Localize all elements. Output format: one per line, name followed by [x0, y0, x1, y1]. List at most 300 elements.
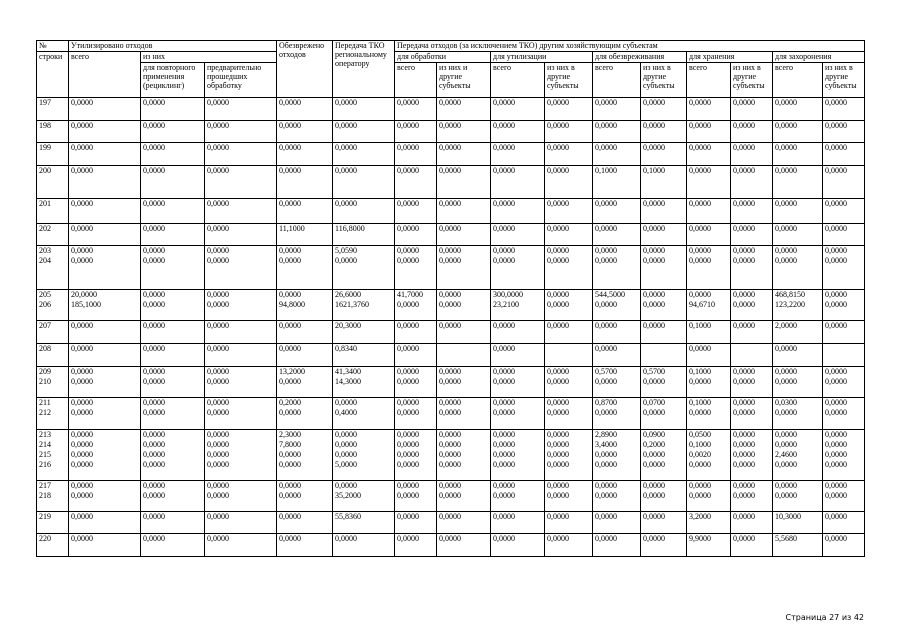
- table-cell: 0,0000: [69, 481, 141, 491]
- table-cell: 0,0000: [641, 143, 687, 166]
- table-cell: 0,0000: [823, 512, 865, 534]
- header-utilized-total: всего: [69, 52, 141, 98]
- table-cell: 35,2000: [333, 491, 395, 512]
- table-cell: 0,0000: [641, 377, 687, 398]
- table-cell: 5,0000: [333, 460, 395, 481]
- table-cell: 0,2000: [641, 440, 687, 450]
- table-cell: 0,0000: [731, 98, 773, 121]
- table-cell: 0,0000: [491, 450, 545, 460]
- table-cell: 0,0000: [491, 481, 545, 491]
- table-row: [37, 481, 865, 491]
- table-cell: 0,0000: [491, 398, 545, 408]
- table-cell: 0,0000: [205, 344, 277, 367]
- table-cell: 0,0000: [395, 398, 437, 408]
- table-cell: 0,0000: [545, 440, 593, 450]
- table-cell: 0,0000: [545, 246, 593, 256]
- table-cell: 0,0000: [277, 512, 333, 534]
- table-cell: 3,4000: [593, 440, 641, 450]
- table-cell: 0,0000: [823, 290, 865, 300]
- row-number-cell: 203: [37, 246, 69, 256]
- table-row: [37, 534, 865, 557]
- table-cell: 0,0000: [773, 481, 823, 491]
- table-cell: 0,0000: [395, 98, 437, 121]
- table-cell: 0,5700: [641, 367, 687, 377]
- table-row: [37, 300, 865, 321]
- table-cell: 0,0000: [69, 166, 141, 199]
- header-for-storage: для хранения: [687, 52, 773, 63]
- table-cell: 0,0000: [141, 121, 205, 143]
- table-cell: 0,0000: [545, 398, 593, 408]
- table-cell: 0,0000: [205, 256, 277, 290]
- table-cell: 0,0500: [687, 430, 731, 440]
- table-cell: 0,0000: [395, 166, 437, 199]
- table-cell: 0,0000: [333, 440, 395, 450]
- table-cell: 0,0000: [593, 143, 641, 166]
- header-for-neutralization: для обезвреживания: [593, 52, 687, 63]
- table-cell: 0,0000: [593, 450, 641, 460]
- table-cell: 0,0000: [823, 224, 865, 246]
- table-cell: 0,0000: [731, 440, 773, 450]
- table-cell: 0,0000: [731, 512, 773, 534]
- table-cell: 0,0000: [773, 98, 823, 121]
- table-cell: 0,0000: [687, 199, 731, 224]
- table-cell: 0,0000: [437, 481, 491, 491]
- table-row: [37, 408, 865, 430]
- waste-report-table: [36, 40, 865, 557]
- table-cell: 2,4600: [773, 450, 823, 460]
- table-row: [37, 398, 865, 408]
- table-cell: 0,0000: [823, 300, 865, 321]
- table-cell: 0,0000: [437, 398, 491, 408]
- table-cell: 0,0000: [437, 290, 491, 300]
- table-cell: 0,8340: [333, 344, 395, 367]
- table-cell: 0,0000: [491, 246, 545, 256]
- table-cell: 0,0000: [437, 143, 491, 166]
- table-cell: 0,0000: [641, 534, 687, 557]
- table-cell: 0,0000: [205, 121, 277, 143]
- table-cell: 0,0000: [491, 367, 545, 377]
- table-cell: 0,0000: [69, 98, 141, 121]
- table-cell: 0,0000: [141, 290, 205, 300]
- table-cell: 0,0000: [823, 430, 865, 440]
- table-cell: 0,0000: [141, 321, 205, 344]
- table-cell: 0,0000: [141, 408, 205, 430]
- row-number-cell: 219: [37, 512, 69, 534]
- row-number-cell: 215: [37, 450, 69, 460]
- table-cell: 0,0000: [395, 534, 437, 557]
- row-number-cell: 218: [37, 491, 69, 512]
- table-cell: 0,0000: [205, 321, 277, 344]
- table-cell: 0,0000: [773, 246, 823, 256]
- table-cell: 0,0000: [773, 224, 823, 246]
- table-cell: 0,0000: [69, 199, 141, 224]
- table-cell: 0,0000: [491, 256, 545, 290]
- table-cell: 0,0000: [641, 300, 687, 321]
- header-burial-of-them: из них в другие субъекты: [823, 63, 865, 98]
- table-cell: [545, 344, 593, 367]
- table-cell: 0,0000: [277, 121, 333, 143]
- table-cell: 0,0000: [141, 460, 205, 481]
- table-cell: 0,0000: [395, 512, 437, 534]
- table-cell: 0,8700: [593, 398, 641, 408]
- table-cell: 0,0000: [437, 321, 491, 344]
- table-row: [37, 344, 865, 367]
- table-cell: 0,0000: [277, 246, 333, 256]
- table-cell: 0,0000: [69, 534, 141, 557]
- table-cell: 0,0000: [731, 450, 773, 460]
- table-cell: 0,0700: [641, 398, 687, 408]
- table-cell: 0,0000: [545, 300, 593, 321]
- table-cell: 0,0000: [277, 256, 333, 290]
- table-cell: 0,0000: [141, 377, 205, 398]
- table-cell: 0,0000: [395, 344, 437, 367]
- table-cell: 0,0000: [437, 430, 491, 440]
- table-cell: 0,0000: [437, 460, 491, 481]
- table-cell: 0,0000: [593, 321, 641, 344]
- table-cell: 0,1000: [687, 398, 731, 408]
- table-cell: 0,0000: [491, 460, 545, 481]
- table-cell: 0,0000: [545, 460, 593, 481]
- table-cell: 0,0000: [141, 224, 205, 246]
- row-number-cell: 213: [37, 430, 69, 440]
- table-cell: 468,8150: [773, 290, 823, 300]
- table-row: [37, 450, 865, 460]
- table-cell: 2,0000: [773, 321, 823, 344]
- table-cell: 0,0000: [731, 143, 773, 166]
- table-cell: 0,1000: [687, 440, 731, 450]
- header-no: №: [37, 41, 69, 52]
- table-cell: 0,0000: [491, 143, 545, 166]
- table-cell: 0,0000: [687, 256, 731, 290]
- row-number-cell: 201: [37, 199, 69, 224]
- table-cell: 0,0000: [277, 481, 333, 491]
- table-cell: 0,0000: [545, 512, 593, 534]
- header-utilization-total: всего: [491, 63, 545, 98]
- row-number-cell: 204: [37, 256, 69, 290]
- row-number-cell: 202: [37, 224, 69, 246]
- table-cell: 0,0000: [437, 246, 491, 256]
- table-cell: [437, 344, 491, 367]
- table-cell: 0,0020: [687, 450, 731, 460]
- table-cell: 0,0000: [731, 300, 773, 321]
- row-number-cell: 220: [37, 534, 69, 557]
- table-cell: 0,0000: [545, 481, 593, 491]
- table-cell: 0,0000: [823, 321, 865, 344]
- table-cell: 0,0000: [205, 534, 277, 557]
- table-cell: 0,0000: [277, 377, 333, 398]
- table-cell: 2,8900: [593, 430, 641, 440]
- table-cell: 0,0000: [69, 460, 141, 481]
- table-cell: 0,0000: [593, 246, 641, 256]
- table-cell: 0,0000: [437, 256, 491, 290]
- row-number-cell: 217: [37, 481, 69, 491]
- header-storage-total: всего: [687, 63, 731, 98]
- table-cell: 0,0000: [437, 98, 491, 121]
- table-cell: 0,0000: [687, 121, 731, 143]
- table-cell: 0,0000: [641, 199, 687, 224]
- page-number: Страница 27 из 42: [785, 613, 864, 622]
- table-cell: 41,7000: [395, 290, 437, 300]
- table-cell: 0,0000: [277, 98, 333, 121]
- table-cell: 0,0000: [333, 199, 395, 224]
- table-cell: 0,0000: [141, 491, 205, 512]
- row-number-cell: 198: [37, 121, 69, 143]
- header-neutralization-of-them: из них в другие субъекты: [641, 63, 687, 98]
- table-cell: 0,0000: [205, 460, 277, 481]
- table-cell: 0,0000: [545, 143, 593, 166]
- table-cell: 0,0000: [205, 430, 277, 440]
- header-for-burial: для захоронения: [773, 52, 865, 63]
- table-cell: 0,0000: [731, 321, 773, 344]
- table-cell: 7,8000: [277, 440, 333, 450]
- table-cell: 1621,3760: [333, 300, 395, 321]
- row-number-cell: 207: [37, 321, 69, 344]
- table-cell: 0,0000: [823, 440, 865, 450]
- table-cell: 0,0000: [731, 491, 773, 512]
- table-cell: 0,0000: [641, 408, 687, 430]
- table-cell: 0,0000: [491, 512, 545, 534]
- table-cell: 0,0000: [491, 199, 545, 224]
- table-cell: 0,0000: [545, 450, 593, 460]
- table-cell: 0,0000: [437, 377, 491, 398]
- table-cell: 0,0000: [823, 460, 865, 481]
- table-cell: 0,0000: [69, 377, 141, 398]
- table-cell: 0,0000: [395, 460, 437, 481]
- table-cell: 0,0000: [773, 199, 823, 224]
- table-cell: 0,0000: [205, 440, 277, 450]
- table-cell: 0,0000: [687, 224, 731, 246]
- table-cell: 26,6000: [333, 290, 395, 300]
- table-cell: 0,0000: [395, 256, 437, 290]
- table-cell: 0,0000: [437, 512, 491, 534]
- table-cell: 0,0000: [823, 491, 865, 512]
- table-cell: 0,0000: [277, 143, 333, 166]
- table-row: [37, 256, 865, 290]
- table-cell: 0,0000: [823, 246, 865, 256]
- table-cell: 0,0000: [437, 224, 491, 246]
- table-cell: 13,2000: [277, 367, 333, 377]
- table-cell: 0,0000: [69, 224, 141, 246]
- table-cell: 0,0000: [773, 256, 823, 290]
- table-row: [37, 512, 865, 534]
- table-cell: 0,0000: [437, 166, 491, 199]
- table-cell: 2,3000: [277, 430, 333, 440]
- table-cell: 0,0000: [731, 199, 773, 224]
- table-cell: 0,0000: [641, 512, 687, 534]
- table-cell: 0,0000: [641, 460, 687, 481]
- table-cell: 0,0000: [545, 534, 593, 557]
- table-cell: 0,0000: [395, 408, 437, 430]
- table-cell: 0,0900: [641, 430, 687, 440]
- table-cell: 0,0000: [333, 430, 395, 440]
- table-cell: 0,0000: [593, 256, 641, 290]
- table-cell: 0,0000: [593, 98, 641, 121]
- table-cell: 0,0000: [333, 143, 395, 166]
- table-cell: 0,0000: [395, 481, 437, 491]
- table-cell: 0,0000: [593, 377, 641, 398]
- table-cell: 0,0000: [491, 98, 545, 121]
- table-row: [37, 290, 865, 300]
- table-cell: 0,5700: [593, 367, 641, 377]
- table-cell: 0,0000: [69, 450, 141, 460]
- table-cell: 0,0000: [641, 321, 687, 344]
- table-cell: 0,0000: [69, 143, 141, 166]
- table-cell: 0,0000: [205, 367, 277, 377]
- table-cell: 0,0000: [437, 367, 491, 377]
- table-cell: 0,0000: [491, 408, 545, 430]
- table-cell: 0,0000: [333, 398, 395, 408]
- table-cell: 0,4000: [333, 408, 395, 430]
- table-cell: 0,0000: [491, 491, 545, 512]
- table-cell: 0,0000: [823, 143, 865, 166]
- table-cell: 0,0000: [141, 344, 205, 367]
- table-cell: 0,0000: [333, 98, 395, 121]
- table-cell: 0,0000: [491, 344, 545, 367]
- header-utilization-of-them: из них в другие субъекты: [545, 63, 593, 98]
- table-cell: 0,0000: [593, 199, 641, 224]
- table-cell: 0,0000: [491, 321, 545, 344]
- table-cell: 0,0000: [333, 450, 395, 460]
- table-cell: 0,0000: [395, 321, 437, 344]
- table-cell: 0,0000: [205, 408, 277, 430]
- table-row: [37, 430, 865, 440]
- table-cell: 94,6710: [687, 300, 731, 321]
- table-cell: 5,0590: [333, 246, 395, 256]
- table-cell: 0,0000: [687, 98, 731, 121]
- table-cell: 0,0000: [641, 491, 687, 512]
- row-number-cell: 205: [37, 290, 69, 300]
- table-cell: 0,0000: [491, 534, 545, 557]
- header-transfer-others: Передача отходов (за исключением ТКО) другим хозяйствующим субъектам: [395, 41, 865, 52]
- header-reuse: для повторного применения (рециклинг): [141, 63, 205, 98]
- table-cell: 0,0000: [437, 534, 491, 557]
- table-cell: 0,0000: [277, 460, 333, 481]
- table-cell: 0,0000: [641, 224, 687, 246]
- table-cell: 0,0000: [69, 491, 141, 512]
- table-cell: 0,0000: [205, 224, 277, 246]
- table-cell: 0,0000: [69, 512, 141, 534]
- table-cell: 0,0000: [395, 300, 437, 321]
- table-cell: 0,0000: [141, 481, 205, 491]
- table-cell: 0,0000: [205, 512, 277, 534]
- table-cell: 0,0000: [687, 246, 731, 256]
- table-cell: 0,0000: [773, 408, 823, 430]
- table-header: [37, 41, 865, 98]
- table-cell: 0,0000: [141, 440, 205, 450]
- table-cell: 0,0000: [141, 512, 205, 534]
- table-cell: 0,0000: [437, 450, 491, 460]
- table-cell: 0,0000: [731, 398, 773, 408]
- table-cell: 0,0000: [545, 166, 593, 199]
- table-cell: 0,0000: [395, 491, 437, 512]
- table-row: [37, 246, 865, 256]
- table-cell: 0,0000: [69, 321, 141, 344]
- table-row: [37, 224, 865, 246]
- table-cell: 0,0000: [823, 398, 865, 408]
- table-cell: 0,0000: [823, 450, 865, 460]
- table-row: [37, 98, 865, 121]
- table-cell: 0,0000: [593, 300, 641, 321]
- header-storage-of-them: из них в другие субъекты: [731, 63, 773, 98]
- table-cell: 0,0000: [823, 408, 865, 430]
- table-cell: 0,0000: [731, 460, 773, 481]
- table-cell: 55,8360: [333, 512, 395, 534]
- header-tko-transfer: Передача ТКО региональному оператору: [333, 41, 395, 98]
- table-cell: 0,0000: [545, 121, 593, 143]
- table-cell: 0,0000: [491, 166, 545, 199]
- table-cell: 0,0000: [823, 166, 865, 199]
- table-cell: 0,2000: [277, 398, 333, 408]
- table-cell: 0,0000: [823, 534, 865, 557]
- table-cell: 0,0000: [491, 430, 545, 440]
- table-cell: 0,0000: [773, 121, 823, 143]
- table-cell: 0,0000: [205, 300, 277, 321]
- table-cell: 0,0000: [277, 534, 333, 557]
- table-cell: 0,0000: [333, 166, 395, 199]
- table-cell: 0,0000: [205, 199, 277, 224]
- table-cell: 0,0000: [437, 440, 491, 450]
- table-cell: [731, 344, 773, 367]
- table-body: [37, 98, 865, 557]
- table-cell: 0,0000: [205, 481, 277, 491]
- table-cell: 94,8000: [277, 300, 333, 321]
- table-cell: 0,0000: [823, 199, 865, 224]
- table-cell: 0,0000: [437, 491, 491, 512]
- table-cell: 0,0000: [545, 256, 593, 290]
- table-cell: 0,0000: [731, 430, 773, 440]
- table-cell: 0,0000: [593, 481, 641, 491]
- table-cell: 0,0000: [69, 121, 141, 143]
- table-cell: 0,0000: [205, 246, 277, 256]
- table-cell: 0,0000: [731, 534, 773, 557]
- table-cell: 0,0000: [545, 377, 593, 398]
- table-cell: 0,0000: [641, 246, 687, 256]
- table-cell: 0,0000: [731, 246, 773, 256]
- table-cell: 41,3400: [333, 367, 395, 377]
- row-number-cell: 199: [37, 143, 69, 166]
- table-cell: 300,0000: [491, 290, 545, 300]
- table-cell: 0,0000: [277, 321, 333, 344]
- table-cell: 0,0000: [823, 98, 865, 121]
- table-cell: 0,0000: [205, 377, 277, 398]
- table-cell: 0,0000: [823, 481, 865, 491]
- header-processing-of-them: из них и другие субъекты: [437, 63, 491, 98]
- table-cell: 116,8000: [333, 224, 395, 246]
- header-preprocessing: предварительно прошедших обработку: [205, 63, 277, 98]
- table-cell: 0,0000: [687, 143, 731, 166]
- table-cell: 0,0000: [141, 367, 205, 377]
- table-cell: 0,0000: [205, 491, 277, 512]
- table-cell: 0,0000: [545, 367, 593, 377]
- table-cell: 0,0000: [395, 143, 437, 166]
- table-cell: 0,0000: [277, 199, 333, 224]
- table-cell: 0,0000: [141, 166, 205, 199]
- row-number-cell: 208: [37, 344, 69, 367]
- table-cell: 0,0000: [141, 199, 205, 224]
- table-cell: 0,0000: [205, 290, 277, 300]
- table-cell: 0,0000: [491, 440, 545, 450]
- table-cell: 0,0000: [641, 450, 687, 460]
- header-utilized-of-them: из них: [141, 52, 277, 63]
- row-number-cell: 200: [37, 166, 69, 199]
- header-for-processing: для обработки: [395, 52, 491, 63]
- table-cell: 0,0000: [69, 408, 141, 430]
- header-neutralized: Обезврежено отходов: [277, 41, 333, 98]
- table-cell: 0,0000: [773, 491, 823, 512]
- row-number-cell: 210: [37, 377, 69, 398]
- table-cell: 0,0000: [437, 300, 491, 321]
- table-cell: 0,0000: [205, 450, 277, 460]
